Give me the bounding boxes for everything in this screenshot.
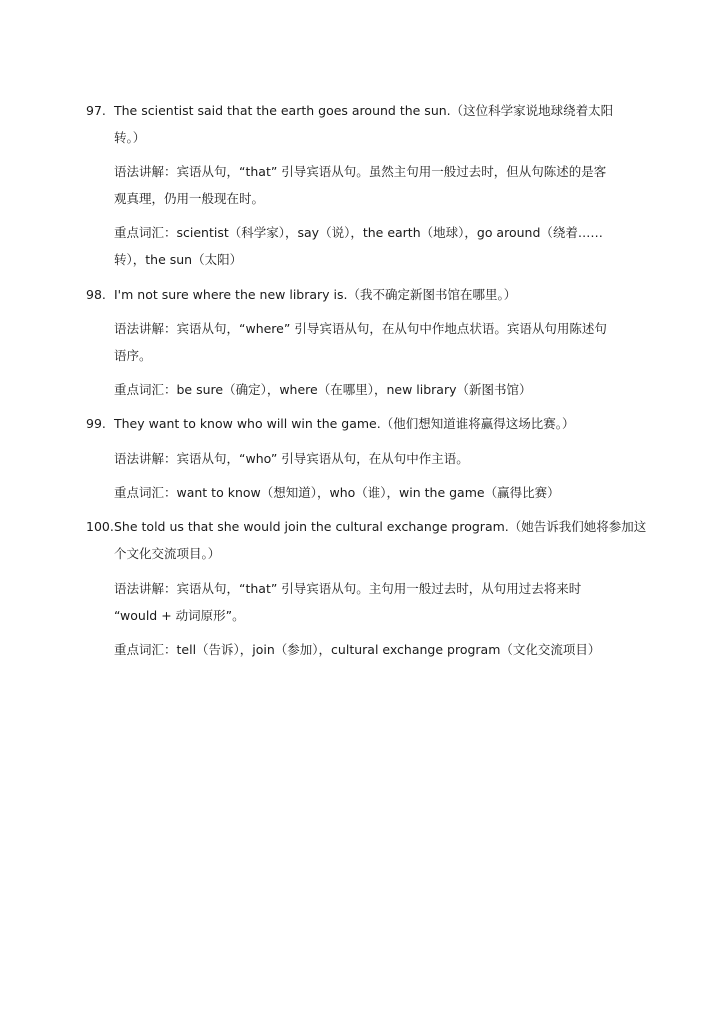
key-vocabulary-97 [114,219,640,273]
sentence-continuation: 个文化交流项目。） [114,546,221,561]
grammar-line: 语法讲解：宾语从句，“where” 引导宾语从句，在从句中作地点状语。宾语从句用陈述句 [114,321,607,336]
grammar-line: 观真理，仍用一般现在时。 [114,191,265,206]
sentence-line [86,410,642,437]
question-item-98 [86,281,642,308]
item-number: 97. [86,103,106,118]
sentence-line [86,513,647,540]
sentence-line [86,97,642,124]
sentence-continuation: 转。） [114,130,146,145]
grammar-line: 语法讲解：宾语从句，“that” 引导宾语从句。虽然主句用一般过去时，但从句陈述的是客 [114,164,607,179]
grammar-line: 语序。 [114,348,152,363]
vocab-line: 转），the sun（太阳） [114,252,243,267]
grammar-explanation-100 [114,575,640,629]
grammar-line: 语法讲解：宾语从句，“that” 引导宾语从句。主句用一般过去时，从句用过去将来时 [114,581,582,596]
sentence-text: I'm not sure where the new library is.（我不确定新图书馆在哪里。） [114,287,517,302]
key-vocabulary-99 [114,479,640,506]
grammar-explanation-98 [114,315,640,369]
key-vocabulary-100 [114,636,640,663]
sentence-line [86,281,642,308]
sentence-text: They want to know who will win the game.（他们想知道谁将赢得这场比赛。） [114,416,575,431]
question-item-97 [86,97,642,151]
item-number: 98. [86,287,106,302]
grammar-line: 语法讲解：宾语从句，“who” 引导宾语从句，在从句中作主语。 [114,451,469,466]
item-number: 99. [86,416,106,431]
question-item-100 [86,513,647,567]
key-vocabulary-98 [114,376,640,403]
question-item-99 [86,410,642,437]
sentence-text: She told us that she would join the cultural exchange program.（她告诉我们她将参加这 [114,519,647,534]
vocab-line: 重点词汇：be sure（确定），where（在哪里），new library（新图书馆） [114,382,532,397]
vocab-line: 重点词汇：want to know（想知道），who（谁），win the game（赢得比赛） [114,485,560,500]
item-number: 100. [86,519,114,534]
sentence-text: The scientist said that the earth goes around the sun.（这位科学家说地球绕着太阳 [114,103,614,118]
vocab-line: 重点词汇：tell（告诉），join（参加），cultural exchange program（文化交流项目） [114,642,601,657]
grammar-explanation-97 [114,158,640,212]
grammar-explanation-99 [114,445,640,472]
grammar-line: “would + 动词原形”。 [114,608,245,623]
vocab-line: 重点词汇：scientist（科学家），say（说），the earth（地球），go around（绕着…… [114,225,603,240]
